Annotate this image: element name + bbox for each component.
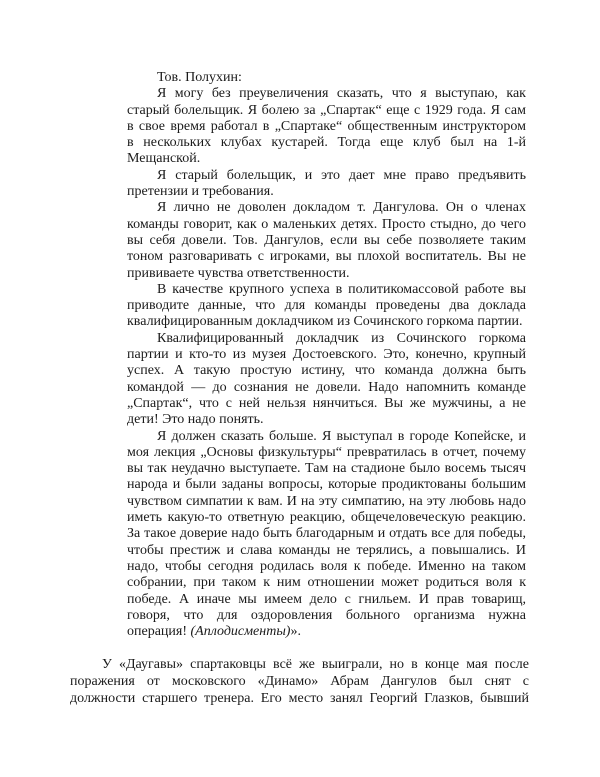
text-line: вы так неудачно выступаете. Там на стадионе было восемь тысяч bbox=[127, 461, 526, 477]
text-line: командой — до сознания не довели. Надо напомнить команде bbox=[127, 379, 526, 395]
text-line: квалифицированным докладчиком из Сочинского горкома партии. bbox=[127, 314, 523, 330]
text-line: Я лично не доволен докладом т. Дангулова. Он о членах bbox=[157, 200, 526, 216]
narrative-paragraph bbox=[70, 657, 529, 707]
text-line: моя лекция „Основы физкультуры“ превратилась в отчет, почему bbox=[127, 444, 526, 460]
text-line: в свое время работал в „Спартаке“ общественным инструктором bbox=[127, 118, 526, 134]
text-line: успех. А такую простую истину, что команда должна быть bbox=[127, 363, 526, 379]
text-line: в нескольких клубах кустарей. Тогда еще клуб был на 1-й bbox=[127, 135, 526, 151]
text-line: прививаете чувства ответственности. bbox=[127, 265, 350, 281]
final-line-text: операция! bbox=[127, 624, 191, 640]
text-line: У «Даугавы» спартаковцы всё же выиграли, но в конце мая после bbox=[102, 657, 529, 672]
paragraph bbox=[127, 200, 526, 281]
text-line: говоря, что для оздоровления больного организма нужна bbox=[127, 607, 526, 623]
quoted-speech bbox=[127, 70, 526, 640]
text-line: Я могу без преувеличения сказать, что я выступаю, как bbox=[157, 86, 526, 102]
text-line: „Спартак“, что с ней нельзя нянчиться. Вы же мужчины, а не bbox=[127, 395, 526, 411]
text-line: партии и кто-то из музея Достоевского. Это, конечно, крупный bbox=[127, 347, 526, 363]
text-line: надо, чтобы сегодня родилась воля к победе. Именно на таком bbox=[127, 558, 526, 574]
paragraph bbox=[127, 70, 526, 86]
text-line: тоном разговаривать с игроками, вы плохой воспитатель. Вы не bbox=[127, 249, 526, 265]
text-line: старый болельщик. Я болею за „Спартак“ еще с 1929 года. Я сам bbox=[127, 102, 526, 118]
text-line: чтобы престиж и слава команды не терялись, а повышались. И bbox=[127, 542, 526, 558]
text-line: народа и были заданы вопросы, которые продиктованы большим bbox=[127, 477, 526, 493]
text-line bbox=[127, 624, 526, 640]
applause-remark: (Аплодисменты) bbox=[190, 624, 291, 640]
text-line: приводите данные, что для команды проведены два доклада bbox=[127, 298, 526, 314]
paragraph bbox=[127, 282, 526, 331]
text-line: Я должен сказать больше. Я выступал в городе Копейске, и bbox=[157, 428, 526, 444]
text-line: Мещанской. bbox=[127, 151, 201, 167]
text-line: дети! Это надо понять. bbox=[127, 412, 264, 428]
text-line: Квалифицированный докладчик из Сочинского горкома bbox=[157, 330, 526, 346]
paragraph bbox=[127, 168, 526, 201]
text-line: поражения от московского «Динамо» Абрам Дангулов был снят с bbox=[70, 673, 529, 689]
text-line: победе. А иначе мы имеем дело с гнильем. И прав товарищ, bbox=[127, 591, 526, 607]
paragraph bbox=[127, 331, 526, 429]
text-line: чувством симпатии к вам. И на эту симпатию, на эту любовь надо bbox=[127, 493, 526, 509]
text-line: В качестве крупного успеха в политикомассовой работе вы bbox=[157, 281, 526, 297]
text-line: За такое доверие надо быть благодарным и отдать все для победы, bbox=[127, 526, 526, 542]
closing-quote: ». bbox=[290, 624, 301, 640]
text-line: должности старшего тренера. Его место занял Георгий Глазков, бывший bbox=[70, 690, 529, 706]
text-line: собрании, при таком к ним отношении может родиться воля к bbox=[127, 575, 526, 591]
text-line: иметь какую-то ответную реакцию, общечеловеческую реакцию. bbox=[127, 510, 526, 526]
paragraph bbox=[127, 429, 526, 641]
text-line: Я старый болельщик, и это дает мне право предъявить bbox=[157, 167, 526, 183]
text-line: Тов. Полухин: bbox=[157, 70, 242, 85]
text-line: претензии и требования. bbox=[127, 184, 274, 200]
paragraph bbox=[127, 86, 526, 167]
text-line: команды говорит, как о маленьких детях. Просто стыдно, до чего bbox=[127, 216, 526, 232]
text-line: вы себя довели. Тов. Дангулов, если вы себе позволяете таким bbox=[127, 232, 526, 248]
